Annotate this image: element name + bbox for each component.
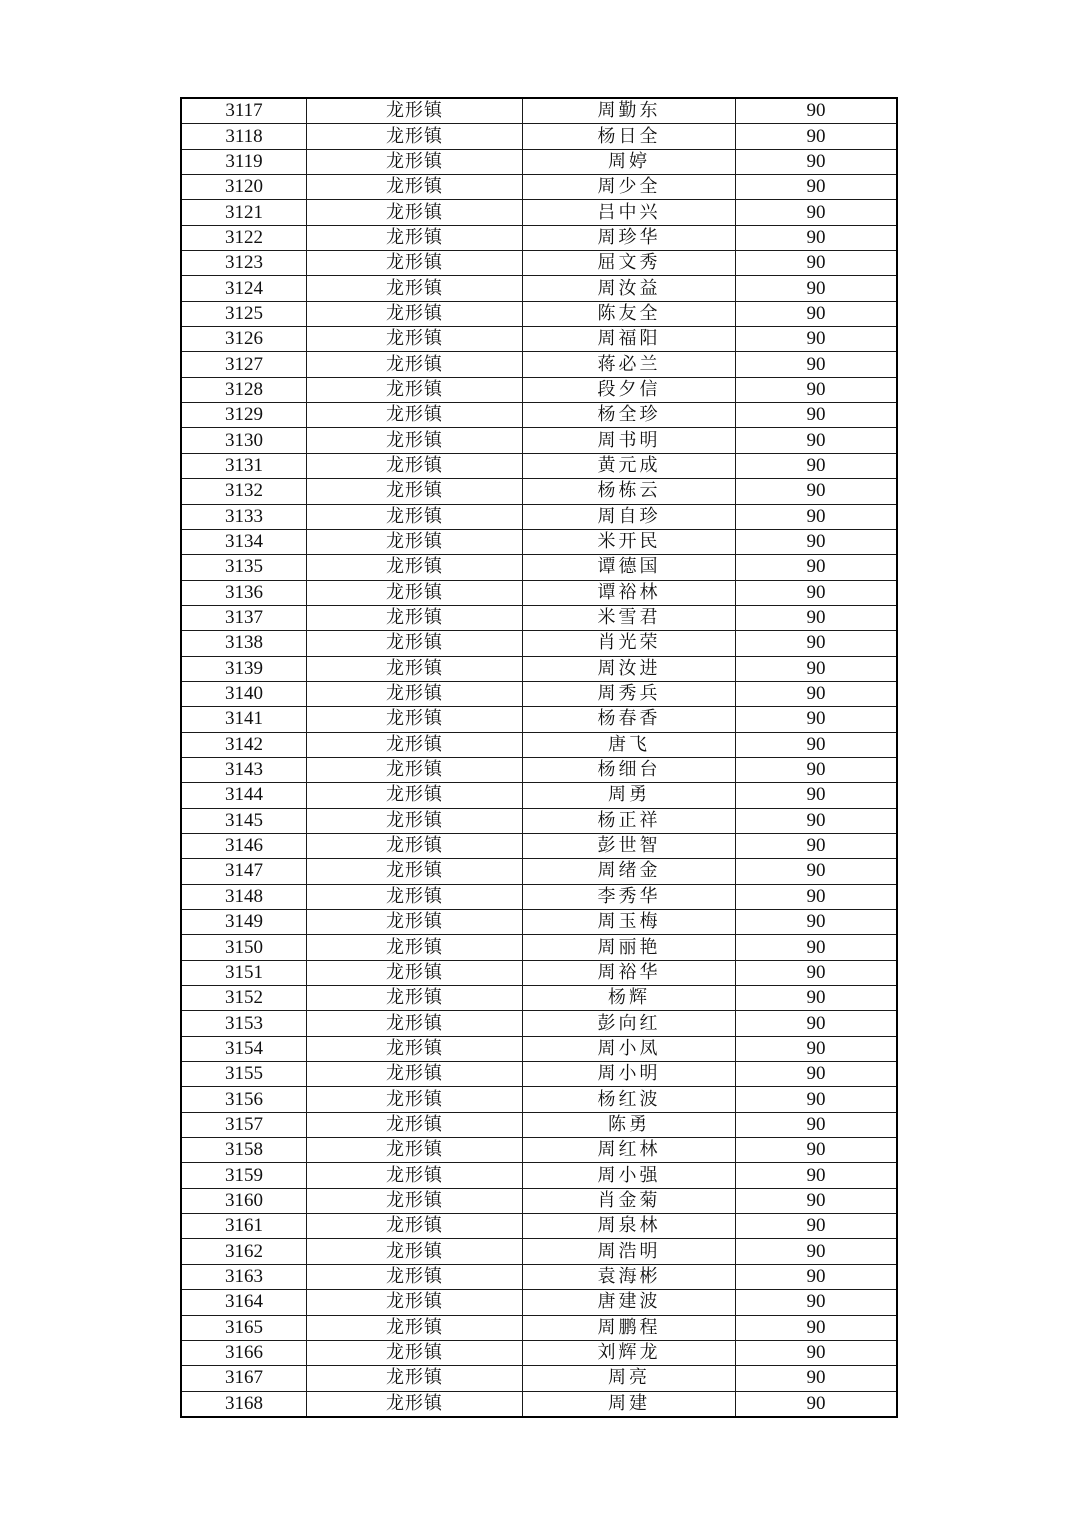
- amount-cell: 90: [736, 935, 898, 960]
- row-number-cell: 3161: [181, 1214, 307, 1239]
- table-row: [181, 1366, 897, 1391]
- amount-cell: 90: [736, 377, 898, 402]
- town-cell: 龙形镇: [307, 98, 523, 124]
- amount-cell: 90: [736, 1112, 898, 1137]
- table-row: [181, 935, 897, 960]
- table-row: [181, 1011, 897, 1036]
- town-cell: 龙形镇: [307, 377, 523, 402]
- amount-cell: 90: [736, 149, 898, 174]
- amount-cell: 90: [736, 1239, 898, 1264]
- person-name-cell: 周裕华: [523, 960, 736, 985]
- person-name-cell: 袁海彬: [523, 1264, 736, 1289]
- person-name-cell: 蒋必兰: [523, 352, 736, 377]
- row-number-cell: 3119: [181, 149, 307, 174]
- table-row: [181, 656, 897, 681]
- table-row: [181, 225, 897, 250]
- town-cell: 龙形镇: [307, 580, 523, 605]
- amount-cell: 90: [736, 681, 898, 706]
- person-name-cell: 杨细台: [523, 757, 736, 782]
- amount-cell: 90: [736, 555, 898, 580]
- person-name-cell: 周少全: [523, 175, 736, 200]
- amount-cell: 90: [736, 1290, 898, 1315]
- town-cell: 龙形镇: [307, 1062, 523, 1087]
- person-name-cell: 周勤东: [523, 98, 736, 124]
- row-number-cell: 3147: [181, 859, 307, 884]
- table-row: [181, 124, 897, 149]
- row-number-cell: 3165: [181, 1315, 307, 1340]
- table-row: [181, 98, 897, 124]
- amount-cell: 90: [736, 656, 898, 681]
- person-name-cell: 米开民: [523, 529, 736, 554]
- amount-cell: 90: [736, 352, 898, 377]
- table-row: [181, 428, 897, 453]
- town-cell: 龙形镇: [307, 1087, 523, 1112]
- amount-cell: 90: [736, 428, 898, 453]
- row-number-cell: 3132: [181, 479, 307, 504]
- amount-cell: 90: [736, 98, 898, 124]
- town-cell: 龙形镇: [307, 1036, 523, 1061]
- row-number-cell: 3156: [181, 1087, 307, 1112]
- table-row: [181, 681, 897, 706]
- row-number-cell: 3162: [181, 1239, 307, 1264]
- row-number-cell: 3124: [181, 276, 307, 301]
- town-cell: 龙形镇: [307, 935, 523, 960]
- table-row: [181, 910, 897, 935]
- person-name-cell: 唐建波: [523, 1290, 736, 1315]
- table-row: [181, 707, 897, 732]
- person-name-cell: 周汝进: [523, 656, 736, 681]
- person-name-cell: 杨日全: [523, 124, 736, 149]
- amount-cell: 90: [736, 960, 898, 985]
- person-name-cell: 周书明: [523, 428, 736, 453]
- town-cell: 龙形镇: [307, 707, 523, 732]
- town-cell: 龙形镇: [307, 605, 523, 630]
- amount-cell: 90: [736, 1087, 898, 1112]
- amount-cell: 90: [736, 251, 898, 276]
- row-number-cell: 3131: [181, 453, 307, 478]
- row-number-cell: 3146: [181, 833, 307, 858]
- town-cell: 龙形镇: [307, 757, 523, 782]
- person-name-cell: 杨全珍: [523, 403, 736, 428]
- row-number-cell: 3118: [181, 124, 307, 149]
- town-cell: 龙形镇: [307, 859, 523, 884]
- person-name-cell: 杨春香: [523, 707, 736, 732]
- table-row: [181, 1036, 897, 1061]
- person-name-cell: 周丽艳: [523, 935, 736, 960]
- table-row: [181, 175, 897, 200]
- row-number-cell: 3163: [181, 1264, 307, 1289]
- amount-cell: 90: [736, 1163, 898, 1188]
- town-cell: 龙形镇: [307, 479, 523, 504]
- table-row: [181, 605, 897, 630]
- row-number-cell: 3135: [181, 555, 307, 580]
- town-cell: 龙形镇: [307, 1315, 523, 1340]
- town-cell: 龙形镇: [307, 1264, 523, 1289]
- row-number-cell: 3121: [181, 200, 307, 225]
- row-number-cell: 3148: [181, 884, 307, 909]
- person-name-cell: 周泉林: [523, 1214, 736, 1239]
- amount-cell: 90: [736, 884, 898, 909]
- row-number-cell: 3159: [181, 1163, 307, 1188]
- row-number-cell: 3138: [181, 631, 307, 656]
- amount-cell: 90: [736, 986, 898, 1011]
- town-cell: 龙形镇: [307, 301, 523, 326]
- row-number-cell: 3155: [181, 1062, 307, 1087]
- table-row: [181, 833, 897, 858]
- person-name-cell: 米雪君: [523, 605, 736, 630]
- town-cell: 龙形镇: [307, 352, 523, 377]
- town-cell: 龙形镇: [307, 555, 523, 580]
- town-cell: 龙形镇: [307, 149, 523, 174]
- amount-cell: 90: [736, 783, 898, 808]
- amount-cell: 90: [736, 1011, 898, 1036]
- town-cell: 龙形镇: [307, 681, 523, 706]
- amount-cell: 90: [736, 225, 898, 250]
- table-row: [181, 1391, 897, 1417]
- row-number-cell: 3134: [181, 529, 307, 554]
- town-cell: 龙形镇: [307, 175, 523, 200]
- table-row: [181, 276, 897, 301]
- person-name-cell: 肖光荣: [523, 631, 736, 656]
- table-row: [181, 1290, 897, 1315]
- amount-cell: 90: [736, 580, 898, 605]
- town-cell: 龙形镇: [307, 504, 523, 529]
- table-row: [181, 1112, 897, 1137]
- town-cell: 龙形镇: [307, 200, 523, 225]
- amount-cell: 90: [736, 1062, 898, 1087]
- town-cell: 龙形镇: [307, 656, 523, 681]
- person-name-cell: 唐飞: [523, 732, 736, 757]
- person-name-cell: 周红林: [523, 1138, 736, 1163]
- row-number-cell: 3157: [181, 1112, 307, 1137]
- town-cell: 龙形镇: [307, 529, 523, 554]
- amount-cell: 90: [736, 757, 898, 782]
- row-number-cell: 3143: [181, 757, 307, 782]
- amount-cell: 90: [736, 1340, 898, 1365]
- town-cell: 龙形镇: [307, 1366, 523, 1391]
- row-number-cell: 3117: [181, 98, 307, 124]
- table-row: [181, 1264, 897, 1289]
- table-row: [181, 960, 897, 985]
- table-row: [181, 808, 897, 833]
- town-cell: 龙形镇: [307, 1290, 523, 1315]
- amount-cell: 90: [736, 403, 898, 428]
- amount-cell: 90: [736, 1391, 898, 1417]
- amount-cell: 90: [736, 276, 898, 301]
- town-cell: 龙形镇: [307, 833, 523, 858]
- person-name-cell: 周珍华: [523, 225, 736, 250]
- amount-cell: 90: [736, 1138, 898, 1163]
- amount-cell: 90: [736, 504, 898, 529]
- row-number-cell: 3136: [181, 580, 307, 605]
- person-name-cell: 陈友全: [523, 301, 736, 326]
- row-number-cell: 3120: [181, 175, 307, 200]
- table-row: [181, 757, 897, 782]
- town-cell: 龙形镇: [307, 1239, 523, 1264]
- row-number-cell: 3149: [181, 910, 307, 935]
- table-row: [181, 1163, 897, 1188]
- table-row: [181, 1188, 897, 1213]
- row-number-cell: 3137: [181, 605, 307, 630]
- person-name-cell: 周自珍: [523, 504, 736, 529]
- table-row: [181, 580, 897, 605]
- row-number-cell: 3123: [181, 251, 307, 276]
- table-row: [181, 403, 897, 428]
- table-row: [181, 1239, 897, 1264]
- person-name-cell: 周秀兵: [523, 681, 736, 706]
- town-cell: 龙形镇: [307, 1340, 523, 1365]
- row-number-cell: 3122: [181, 225, 307, 250]
- amount-cell: 90: [736, 808, 898, 833]
- amount-cell: 90: [736, 1315, 898, 1340]
- table-row: [181, 555, 897, 580]
- amount-cell: 90: [736, 910, 898, 935]
- roster-table-body: [181, 98, 897, 1417]
- amount-cell: 90: [736, 833, 898, 858]
- person-name-cell: 周玉梅: [523, 910, 736, 935]
- town-cell: 龙形镇: [307, 124, 523, 149]
- amount-cell: 90: [736, 859, 898, 884]
- person-name-cell: 周福阳: [523, 327, 736, 352]
- town-cell: 龙形镇: [307, 428, 523, 453]
- town-cell: 龙形镇: [307, 403, 523, 428]
- roster-table: [180, 97, 898, 1418]
- person-name-cell: 周绪金: [523, 859, 736, 884]
- table-row: [181, 1315, 897, 1340]
- town-cell: 龙形镇: [307, 1138, 523, 1163]
- amount-cell: 90: [736, 1214, 898, 1239]
- row-number-cell: 3141: [181, 707, 307, 732]
- town-cell: 龙形镇: [307, 783, 523, 808]
- person-name-cell: 杨栋云: [523, 479, 736, 504]
- table-row: [181, 732, 897, 757]
- table-row: [181, 1340, 897, 1365]
- person-name-cell: 屈文秀: [523, 251, 736, 276]
- table-row: [181, 479, 897, 504]
- row-number-cell: 3145: [181, 808, 307, 833]
- person-name-cell: 杨正祥: [523, 808, 736, 833]
- table-row: [181, 251, 897, 276]
- row-number-cell: 3125: [181, 301, 307, 326]
- table-row: [181, 884, 897, 909]
- table-row: [181, 453, 897, 478]
- person-name-cell: 周小强: [523, 1163, 736, 1188]
- person-name-cell: 李秀华: [523, 884, 736, 909]
- table-row: [181, 631, 897, 656]
- person-name-cell: 肖金菊: [523, 1188, 736, 1213]
- table-row: [181, 783, 897, 808]
- town-cell: 龙形镇: [307, 327, 523, 352]
- row-number-cell: 3127: [181, 352, 307, 377]
- table-row: [181, 149, 897, 174]
- person-name-cell: 黄元成: [523, 453, 736, 478]
- table-row: [181, 1087, 897, 1112]
- person-name-cell: 杨辉: [523, 986, 736, 1011]
- row-number-cell: 3152: [181, 986, 307, 1011]
- amount-cell: 90: [736, 175, 898, 200]
- table-row: [181, 352, 897, 377]
- row-number-cell: 3144: [181, 783, 307, 808]
- row-number-cell: 3129: [181, 403, 307, 428]
- table-row: [181, 504, 897, 529]
- person-name-cell: 周汝益: [523, 276, 736, 301]
- town-cell: 龙形镇: [307, 1163, 523, 1188]
- table-row: [181, 1138, 897, 1163]
- town-cell: 龙形镇: [307, 631, 523, 656]
- amount-cell: 90: [736, 1264, 898, 1289]
- row-number-cell: 3150: [181, 935, 307, 960]
- town-cell: 龙形镇: [307, 251, 523, 276]
- row-number-cell: 3139: [181, 656, 307, 681]
- person-name-cell: 周小凤: [523, 1036, 736, 1061]
- row-number-cell: 3166: [181, 1340, 307, 1365]
- town-cell: 龙形镇: [307, 1391, 523, 1417]
- row-number-cell: 3153: [181, 1011, 307, 1036]
- amount-cell: 90: [736, 200, 898, 225]
- person-name-cell: 周勇: [523, 783, 736, 808]
- amount-cell: 90: [736, 479, 898, 504]
- town-cell: 龙形镇: [307, 453, 523, 478]
- town-cell: 龙形镇: [307, 1188, 523, 1213]
- person-name-cell: 谭裕林: [523, 580, 736, 605]
- town-cell: 龙形镇: [307, 986, 523, 1011]
- amount-cell: 90: [736, 707, 898, 732]
- person-name-cell: 刘辉龙: [523, 1340, 736, 1365]
- person-name-cell: 谭德国: [523, 555, 736, 580]
- amount-cell: 90: [736, 1366, 898, 1391]
- row-number-cell: 3142: [181, 732, 307, 757]
- person-name-cell: 陈勇: [523, 1112, 736, 1137]
- table-row: [181, 200, 897, 225]
- person-name-cell: 彭世智: [523, 833, 736, 858]
- town-cell: 龙形镇: [307, 1112, 523, 1137]
- person-name-cell: 杨红波: [523, 1087, 736, 1112]
- town-cell: 龙形镇: [307, 960, 523, 985]
- row-number-cell: 3151: [181, 960, 307, 985]
- table-row: [181, 529, 897, 554]
- person-name-cell: 吕中兴: [523, 200, 736, 225]
- row-number-cell: 3160: [181, 1188, 307, 1213]
- row-number-cell: 3168: [181, 1391, 307, 1417]
- row-number-cell: 3130: [181, 428, 307, 453]
- town-cell: 龙形镇: [307, 910, 523, 935]
- person-name-cell: 周小明: [523, 1062, 736, 1087]
- amount-cell: 90: [736, 1036, 898, 1061]
- amount-cell: 90: [736, 1188, 898, 1213]
- person-name-cell: 周建: [523, 1391, 736, 1417]
- row-number-cell: 3126: [181, 327, 307, 352]
- person-name-cell: 周亮: [523, 1366, 736, 1391]
- table-row: [181, 301, 897, 326]
- town-cell: 龙形镇: [307, 276, 523, 301]
- amount-cell: 90: [736, 529, 898, 554]
- table-row: [181, 1062, 897, 1087]
- town-cell: 龙形镇: [307, 732, 523, 757]
- row-number-cell: 3133: [181, 504, 307, 529]
- town-cell: 龙形镇: [307, 884, 523, 909]
- amount-cell: 90: [736, 631, 898, 656]
- amount-cell: 90: [736, 124, 898, 149]
- table-row: [181, 377, 897, 402]
- town-cell: 龙形镇: [307, 1011, 523, 1036]
- person-name-cell: 周鹏程: [523, 1315, 736, 1340]
- amount-cell: 90: [736, 732, 898, 757]
- amount-cell: 90: [736, 327, 898, 352]
- row-number-cell: 3164: [181, 1290, 307, 1315]
- row-number-cell: 3154: [181, 1036, 307, 1061]
- row-number-cell: 3167: [181, 1366, 307, 1391]
- table-row: [181, 859, 897, 884]
- person-name-cell: 段夕信: [523, 377, 736, 402]
- table-row: [181, 986, 897, 1011]
- person-name-cell: 周浩明: [523, 1239, 736, 1264]
- town-cell: 龙形镇: [307, 1214, 523, 1239]
- table-row: [181, 327, 897, 352]
- town-cell: 龙形镇: [307, 225, 523, 250]
- table-row: [181, 1214, 897, 1239]
- row-number-cell: 3158: [181, 1138, 307, 1163]
- amount-cell: 90: [736, 605, 898, 630]
- row-number-cell: 3140: [181, 681, 307, 706]
- row-number-cell: 3128: [181, 377, 307, 402]
- town-cell: 龙形镇: [307, 808, 523, 833]
- person-name-cell: 彭向红: [523, 1011, 736, 1036]
- person-name-cell: 周婷: [523, 149, 736, 174]
- amount-cell: 90: [736, 301, 898, 326]
- amount-cell: 90: [736, 453, 898, 478]
